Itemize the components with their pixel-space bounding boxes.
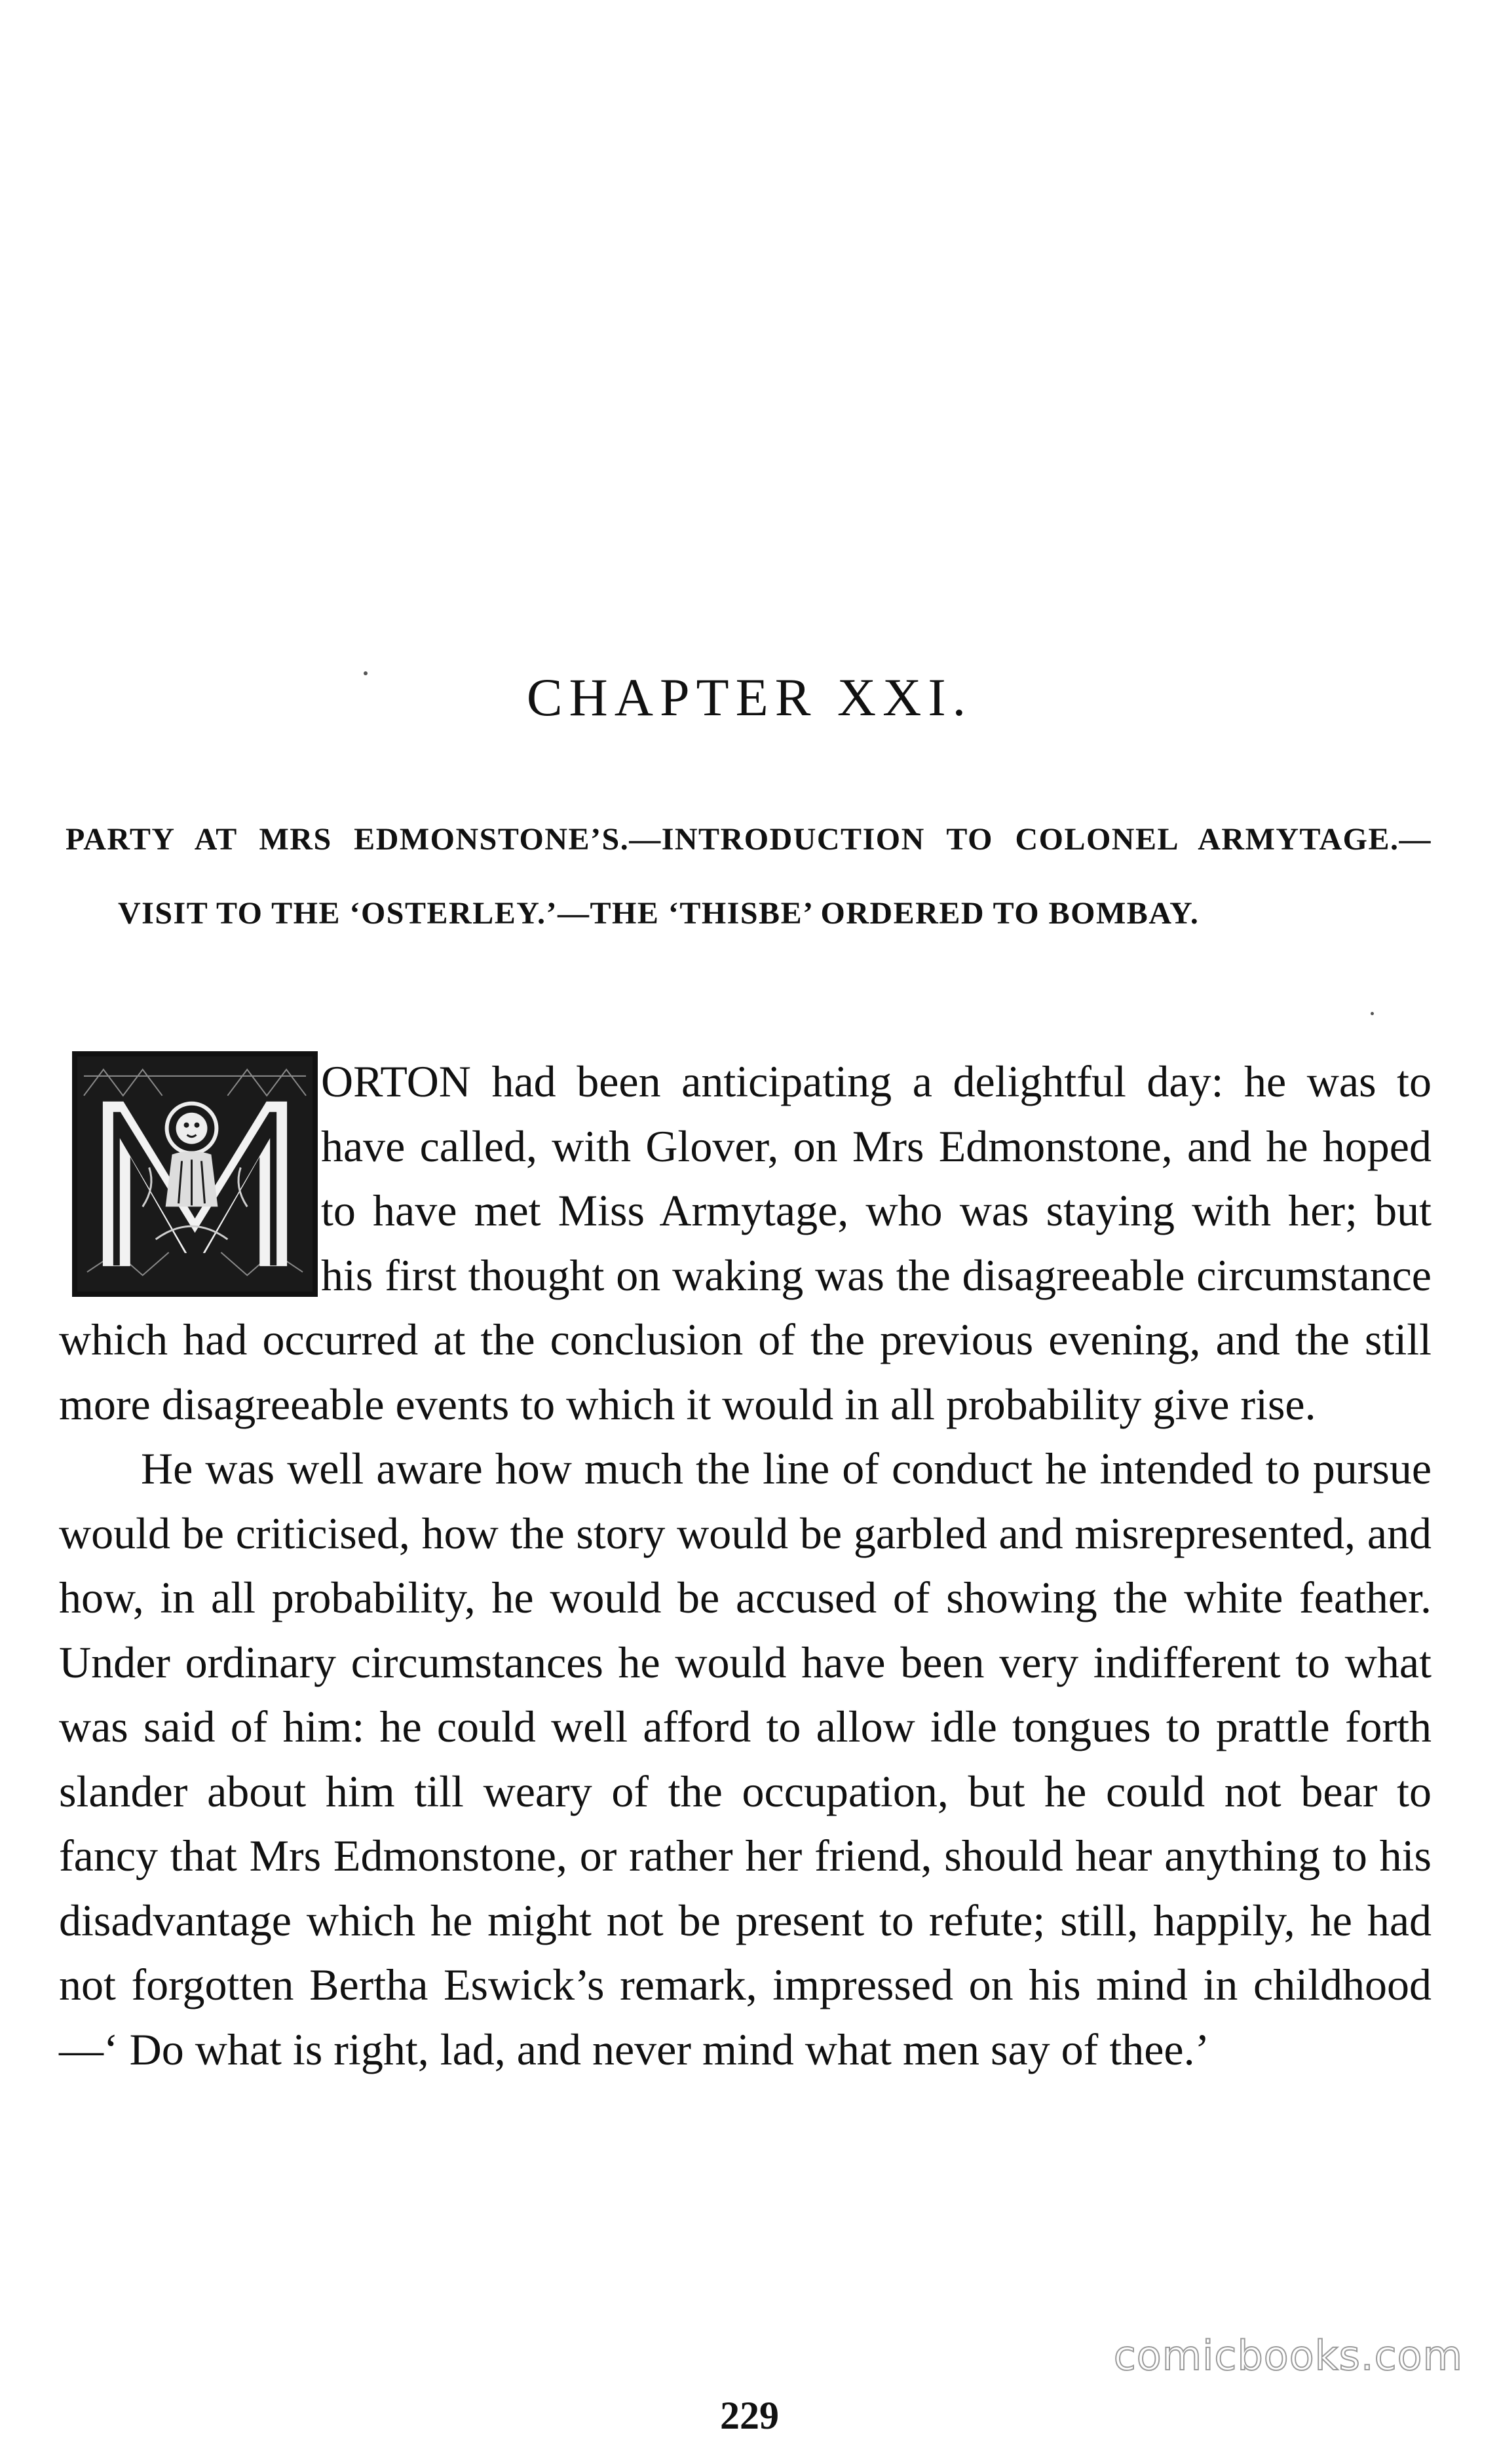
- chapter-title: CHAPTER XXI.: [526, 667, 973, 727]
- initial-spacer: [59, 1049, 321, 1307]
- paragraph-2: He was well aware how much the line of conduct he intended to pursue would be criticised, how the story would be garbled and misrepresented, and how, in all probability, he would be accused of showing the white feather. Under ordinary circumstances he would have been very indifferent to what was said of him: he could well afford to allow idle tongues to prattle forth slander about him till weary of the occupation, but he could not bear to fancy that Mrs Edmonstone, or rather her friend, should hear anything to his disadvantage which he might not be present to refute; still, happily, he had not forgotten Bertha Eswick’s remark, impressed on his mind in childhood—‘ Do what is right, lad, and never mind what men say of thee.’: [59, 1444, 1432, 2074]
- paragraph-1-text: ORTON had been anticipating a delightful day: he was to have called, with Glover, on Mrs Edmonstone, and he hoped to have met Miss Armytage, who was staying with her; but his first thought on waking was the disagreeable circumstance which had occurred at the conclusion of the previous evening, and the still more disagreeable events to which it would in all probability give rise.: [59, 1056, 1432, 1429]
- paragraph-1: [59, 1049, 1432, 1436]
- body-text: [59, 1049, 1432, 2081]
- page-number: 229: [720, 2394, 779, 2437]
- watermark-text: comicbooks.com: [1113, 2332, 1463, 2380]
- ink-speck: [1371, 1012, 1374, 1015]
- chapter-synopsis: [66, 802, 1432, 950]
- synopsis-text: PARTY AT MRS EDMONSTONE’S.—INTRODUCTION TO COLONEL ARMYTAGE.—VISIT TO THE ‘OSTERLEY.’—THE ‘THISBE’ ORDERED TO BOMBAY.: [66, 822, 1432, 931]
